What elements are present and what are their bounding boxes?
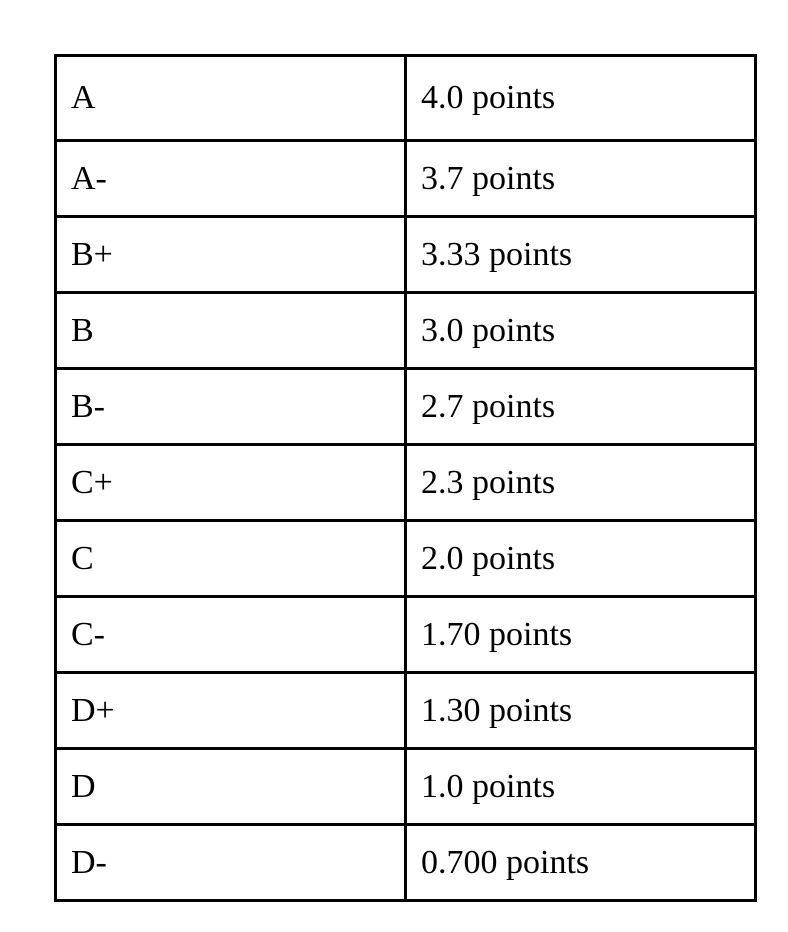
table-row (56, 825, 756, 901)
points-cell: 2.3 points (406, 445, 756, 521)
grade-cell: A (56, 56, 406, 141)
grade-cell: C (56, 521, 406, 597)
grade-cell: A- (56, 141, 406, 217)
table-row (56, 293, 756, 369)
grade-cell: D- (56, 825, 406, 901)
points-cell: 1.0 points (406, 749, 756, 825)
table-row (56, 141, 756, 217)
points-cell: 3.0 points (406, 293, 756, 369)
grade-cell: D (56, 749, 406, 825)
grade-cell: D+ (56, 673, 406, 749)
table-row (56, 597, 756, 673)
grade-cell: C- (56, 597, 406, 673)
table-row (56, 521, 756, 597)
points-cell: 0.700 points (406, 825, 756, 901)
grade-cell: B- (56, 369, 406, 445)
table-row (56, 445, 756, 521)
grade-cell: B+ (56, 217, 406, 293)
table-row (56, 217, 756, 293)
grade-cell: C+ (56, 445, 406, 521)
table-row (56, 56, 756, 141)
points-cell: 2.7 points (406, 369, 756, 445)
points-cell: 4.0 points (406, 56, 756, 141)
points-cell: 3.7 points (406, 141, 756, 217)
grade-points-table (54, 54, 757, 902)
table-row (56, 749, 756, 825)
grade-cell: B (56, 293, 406, 369)
points-cell: 2.0 points (406, 521, 756, 597)
points-cell: 1.30 points (406, 673, 756, 749)
table-row (56, 369, 756, 445)
points-cell: 3.33 points (406, 217, 756, 293)
points-cell: 1.70 points (406, 597, 756, 673)
table-row (56, 673, 756, 749)
